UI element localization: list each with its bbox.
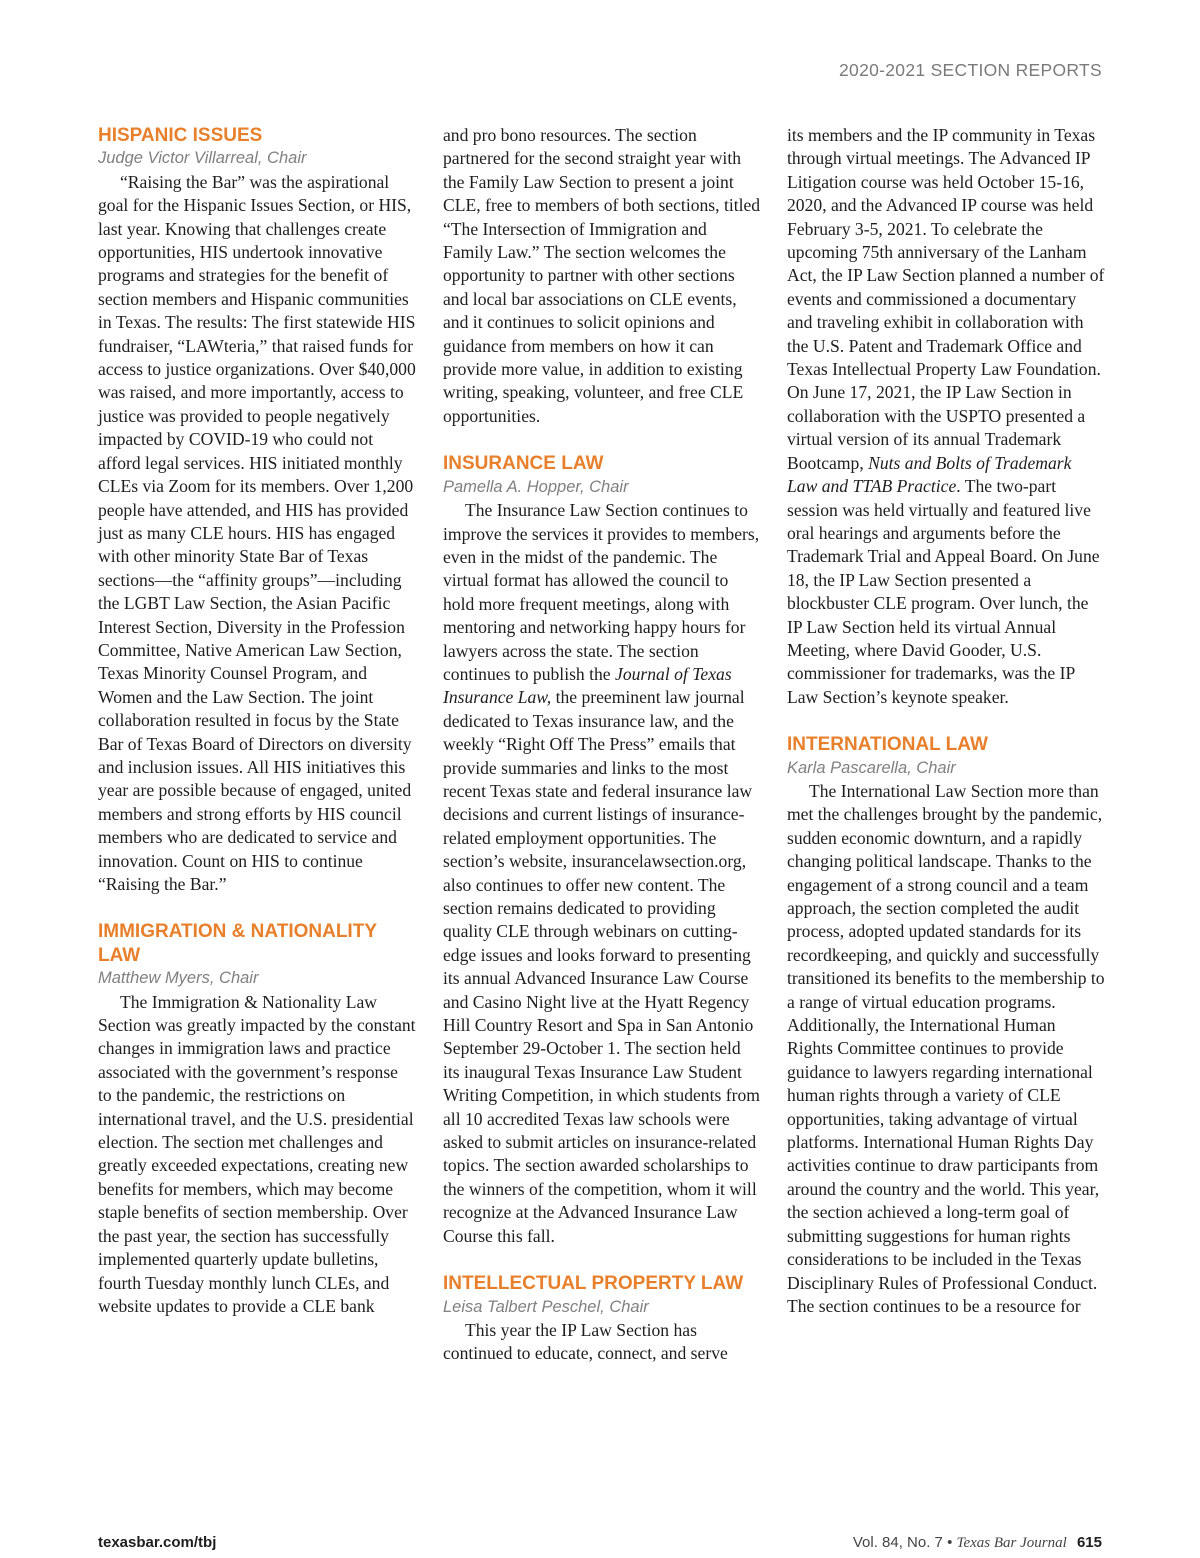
section-international-law [787, 733, 1105, 1318]
section-heading: INTERNATIONAL LAW [787, 734, 988, 756]
section-chair: Matthew Myers, Chair [98, 969, 259, 988]
section-chair: Karla Pascarella, Chair [787, 758, 956, 777]
column-3 [787, 124, 1105, 1318]
journal-title: Journal of Texas Insurance Law, [443, 663, 732, 708]
column-1 [98, 124, 416, 1318]
section-immigration-nationality-law [98, 920, 416, 1318]
continued-text: and pro bono resources. The section partnered for the second straight year with the Family Law Section to present a joint CLE, free to members of both sections, titled “The Intersection of Immigration and Family Law.” The section welcomes the opportunity to partner with other sections and local bar associations on CLE events, and it continues to solicit opinions and guidance from members on how it can provide more value, in addition to existing writing, speaking, volunteer, and free CLE opportunities. [443, 125, 761, 426]
section-chair: Pamella A. Hopper, Chair [443, 477, 629, 496]
footer-bullet: • [947, 1534, 953, 1551]
section-body: “Raising the Bar” was the aspirational goal for the Hispanic Issues Section, or HIS, last year. Knowing that challenges create opportunities, HIS undertook innovative programs and strategies for the benefit of section members and Hispanic communities in Texas. The results: The first statewide HIS fundraiser, “LAWteria,” that raised funds for access to justice organizations. Over $40,000 was raised, and more importantly, access to justice was provided to people negatively impacted by COVID-19 who could not afford legal services. HIS initiated monthly CLEs via Zoom for its members. Over 1,200 people have attended, and HIS has provided just as many CLE hours. HIS has engaged with other minority State Bar of Texas sections—the “affinity groups”—including the LGBT Law Section, the Asian Pacific Interest Section, Diversity in the Profession Committee, Native American Law Section, Texas Minority Counsel Program, and Women and the Law Section. The joint collaboration resulted in focus by the State Bar of Texas Board of Directors on diversity and inclusion issues. All HIS initiatives this year are possible because of engaged, united members and strong efforts by HIS council members who are dedicated to service and innovation. Count on HIS to continue “Raising the Bar.” [98, 171, 416, 894]
section-intellectual-property-law [443, 1272, 761, 1366]
section-heading: HISPANIC ISSUES [98, 125, 263, 146]
body-text-segment: the preeminent law journal dedicated to Texas insurance law, and the weekly “Right Off The Press” emails that provide summaries and links to the most recent Texas state and federal insurance law decisions and current listings of insurance-related employment opportunities. The section’s website, insurancelawsection.org, also continues to offer new content. The section remains dedicated to providing quality CLE through webinars on cutting-edge issues and looks forward to presenting its annual Advanced Insurance Law Course and Casino Night live at the Hyatt Regency Hill Country Resort and Spa in San Antonio September 29-October 1. The section held its inaugural Texas Insurance Law Student Writing Competition, in which students from all 10 accredited Texas law schools were asked to submit articles on insurance-related topics. The section awarded scholarships to the winners of the competition, whom it will recognize at the Advanced Insurance Law Course this fall. [443, 687, 760, 1246]
section-body [443, 499, 761, 1248]
footer-website: texasbar.com/tbj [98, 1534, 217, 1551]
body-text-segment: . The two-part session was held virtually and featured live oral hearings and arguments before the Trademark Trial and Appeal Board. On June 18, the IP Law Section presented a blockbuster CLE program. Over lunch, the IP Law Section held its virtual Annual Meeting, where David Gooder, U.S. commissioner for trademarks, was the IP Law Section’s keynote speaker. [787, 476, 1100, 707]
footer-issue-info [853, 1534, 1102, 1552]
column-2 [443, 124, 761, 1366]
section-body: The International Law Section more than met the challenges brought by the pandemic, sudden economic downturn, and a rapidly changing political landscape. Thanks to the engagement of a strong council and a team approach, the section completed the audit process, adopted updated standards for its recordkeeping, and quickly and successfully transitioned its benefits to the membership to a range of virtual education programs. Additionally, the International Human Rights Committee continues to provide guidance to lawyers regarding international human rights through a variety of CLE opportunities, taking advantage of virtual platforms. International Human Rights Day activities continue to draw participants from around the country and the world. This year, the section achieved a long-term goal of submitting suggestions for human rights considerations to be included in the Texas Disciplinary Rules of Professional Conduct. The section continues to be a resource for [787, 780, 1105, 1316]
section-heading: INSURANCE LAW [443, 453, 604, 475]
section-body: The Immigration & Nationality Law Section was greatly impacted by the constant changes in immigration laws and practice associated with the government’s response to the pandemic, the restrictions on international travel, and the U.S. presidential election. The section met challenges and greatly exceeded expectations, creating new benefits for members, which may become staple benefits of section membership. Over the past year, the section has successfully implemented quarterly update bulletins, fourth Tuesday monthly lunch CLEs, and website updates to provide a CLE bank [98, 991, 416, 1316]
footer-journal-name: Texas Bar Journal [956, 1535, 1067, 1551]
section-body: This year the IP Law Section has continued to educate, connect, and serve [443, 1319, 728, 1364]
section-heading: INTELLECTUAL PROPERTY LAW [443, 1273, 744, 1295]
section-hispanic-issues [98, 124, 416, 896]
footer-volume: Vol. 84, No. 7 [852, 1534, 943, 1551]
running-head-title: 2020-2021 SECTION REPORTS [839, 60, 1102, 80]
body-text-segment: The Insurance Law Section continues to improve the services it provides to members, even in the midst of the pandemic. The virtual format has allowed the council to hold more frequent meetings, along with mentoring and networking happy hours for lawyers across the state. The section continues to publish the [443, 500, 760, 684]
body-text-segment: its members and the IP community in Texas through virtual meetings. The Advanced IP Litigation course was held October 15-16, 2020, and the Advanced IP course was held February 3-5, 2021. To celebrate the upcoming 75th anniversary of the Lanham Act, the IP Law Section planned a number of events and commissioned a documentary and traveling exhibit in collaboration with the U.S. Patent and Trademark Office and Texas Intellectual Property Law Foundation. On June 17, 2021, the IP Law Section in collaboration with the USPTO presented a virtual version of its annual Trademark Bootcamp, [787, 125, 1105, 473]
program-title: Nuts and Bolts of Trademark Law and TTAB Practice [787, 452, 1072, 497]
section-chair: Leisa Talbert Peschel, Chair [443, 1297, 649, 1316]
section-insurance-law [443, 452, 761, 1248]
continued-text [787, 124, 1105, 709]
section-heading: IMMIGRATION & NATIONALITY LAW [98, 921, 377, 966]
section-chair: Judge Victor Villarreal, Chair [98, 149, 307, 168]
page-number: 615 [1076, 1534, 1102, 1551]
